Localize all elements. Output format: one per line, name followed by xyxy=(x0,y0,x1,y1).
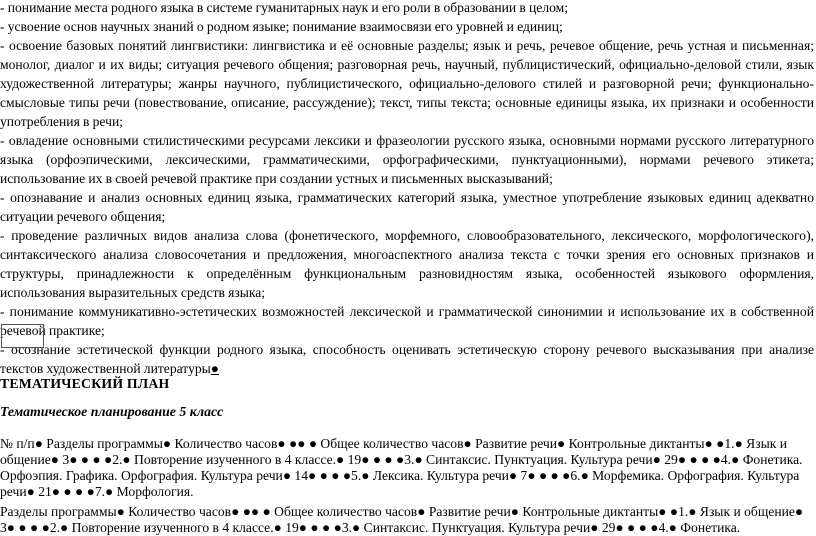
goal-item: - понимание места родного языка в системе гуманитарных наук и его роли в образовании в целом; xyxy=(0,0,569,15)
table-text-block: № п/п● Разделы программы● Количество часов● ●● ● Общее количество часов● Развитие речи● Контрольные диктанты● ●1.● Язык и общение● 3● ● ● ●2.● Повторение изученного в 4 классе.● 19● ● ● ●3.● Синтаксис. Пунктуация. Культура речи● 29● ● ● ●4.● Фонетика. Орфоэпия. Графика. Орфография. Культура речи● 14● ● ● ●5.● Лексика. Культура речи● 7● ● ● ●6.● Морфемика. Орфография. Культура речи● 21● ● ● ●7.● Морфология. xyxy=(0,436,803,499)
empty-box xyxy=(1,324,44,348)
goal-item: - освоение базовых понятий лингвистики: лингвистика и её основные разделы; язык и речь, речевое общение, речь устная и письменная; монолог, диалог и их виды; ситуация речевого общения; разговорная речь, научный, публицистический, официально-деловой стили, язык художественной литературы; жанры научного, публицистического, официально-делового стилей и разговорной речи; функционально-смысловые типы речи (повествование, описание, рассуждение); текст, типы текста; основные единицы языка, их признаки и особенности употребления в речи; xyxy=(0,38,814,129)
goal-item: - овладение основными стилистическими ресурсами лексики и фразеологии русского языка, основными нормами русского литературного языка (орфоэпическими, лексическими, грамматическими, орфографическими, пунктуационными), нормами речевого этикета; использование их в своей речевой практике при создании устных и письменных высказываний; xyxy=(0,133,814,186)
goal-item: - проведение различных видов анализа слова (фонетического, морфемного, словообразовательного, лексического, морфологического), синтаксического анализа словосочетания и предложения, многоаспектного анализа текста с точки зрения его основных признаков и структуры, принадлежности к определённым функциональным разновидностям языка, особенностей языкового оформления, использования выразительных средств языка; xyxy=(0,228,814,300)
table-text-block: Разделы программы● Количество часов● ●● ● Общее количество часов● Развитие речи● Контрольные диктанты● ●1.● Язык и общение● 3● ● ● ●2.● Повторение изученного в 4 классе.● 19● ● ● ●3.● Синтаксис. Пунктуация. Культура речи● 29● ● ● ●4.● Фонетика. xyxy=(0,504,804,535)
thematic-plan-table xyxy=(0,436,816,536)
goal-item-last xyxy=(0,340,814,378)
page-title: ТЕМАТИЧЕСКИЙ ПЛАН xyxy=(0,376,170,391)
goal-item: - усвоение основ научных знаний о родном языке; понимание взаимосвязи его уровней и единиц; xyxy=(0,19,563,34)
bullet-mark: ● xyxy=(210,361,220,376)
goal-item: - понимание коммуникативно-эстетических возможностей лексической и грамматической синонимии и использование их в собственной речевой практике; xyxy=(0,304,814,338)
goal-item-text: - осознание эстетической функции родного языка, способность оценивать эстетическую сторону речевого высказывания при анализе текстов художественной литературы xyxy=(0,342,814,376)
section-subtitle: Тематическое планирование 5 класс xyxy=(0,404,224,419)
goal-item: - опознавание и анализ основных единиц языка, грамматических категорий языка, уместное употребление языковых единиц адекватно ситуации речевого общения; xyxy=(0,190,814,224)
